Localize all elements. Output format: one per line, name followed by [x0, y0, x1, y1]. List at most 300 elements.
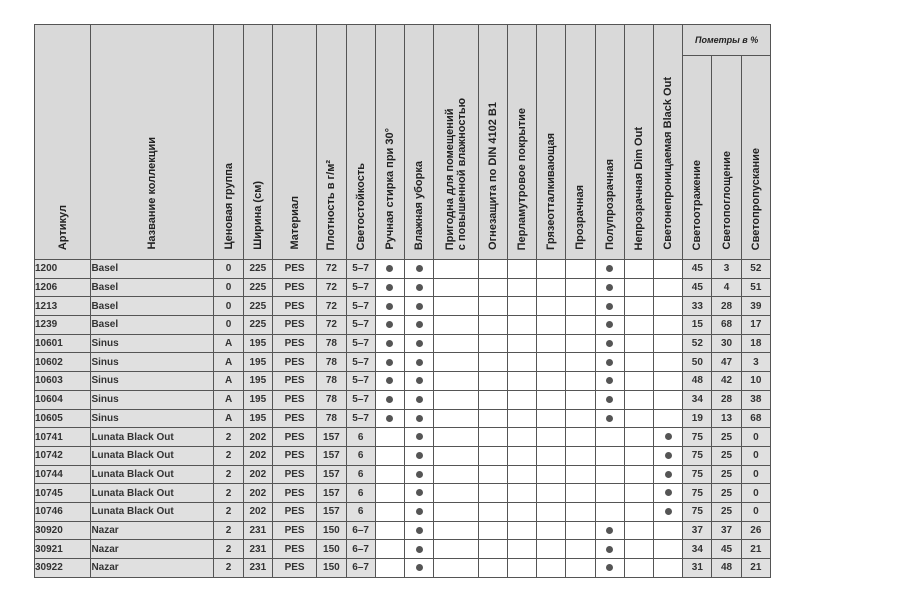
cell-width: 195 [243, 334, 272, 353]
cell-abs: 28 [712, 390, 741, 409]
cell-semi [595, 484, 624, 503]
cell-article: 30921 [35, 540, 91, 559]
cell-dim [624, 390, 653, 409]
cell-humid [434, 484, 478, 503]
cell-group: 2 [214, 428, 243, 447]
cell-name: Lunata Black Out [91, 446, 214, 465]
table-row [35, 521, 771, 540]
cell-transp [566, 446, 595, 465]
bullet-icon [386, 284, 393, 291]
cell-density: 157 [317, 502, 346, 521]
cell-width: 202 [243, 502, 272, 521]
bullet-icon [606, 415, 613, 422]
bullet-icon [606, 265, 613, 272]
cell-material: PES [272, 278, 316, 297]
cell-group: 2 [214, 446, 243, 465]
table-row [35, 465, 771, 484]
cell-trans: 21 [741, 540, 770, 559]
cell-width: 195 [243, 372, 272, 391]
header-dimout: Непрозрачная Dim Out [624, 25, 653, 260]
cell-wet [404, 316, 433, 335]
cell-group: 0 [214, 260, 243, 279]
cell-trans: 18 [741, 334, 770, 353]
cell-density: 72 [317, 316, 346, 335]
cell-fire [478, 409, 507, 428]
cell-pearl [507, 372, 536, 391]
cell-humid [434, 278, 478, 297]
cell-name: Nazar [91, 540, 214, 559]
cell-refl: 50 [683, 353, 712, 372]
cell-wash [375, 297, 404, 316]
cell-black [653, 540, 682, 559]
cell-pearl [507, 502, 536, 521]
cell-density: 78 [317, 334, 346, 353]
cell-black [653, 502, 682, 521]
cell-name: Basel [91, 297, 214, 316]
cell-wet [404, 540, 433, 559]
cell-fastness: 5–7 [346, 260, 375, 279]
cell-trans: 17 [741, 316, 770, 335]
bullet-icon [386, 303, 393, 310]
cell-fire [478, 353, 507, 372]
cell-semi [595, 372, 624, 391]
bullet-icon [416, 396, 423, 403]
bullet-icon [606, 396, 613, 403]
cell-transp [566, 334, 595, 353]
cell-trans: 52 [741, 260, 770, 279]
cell-transp [566, 502, 595, 521]
cell-semi [595, 409, 624, 428]
cell-fire [478, 428, 507, 447]
cell-humid [434, 446, 478, 465]
cell-density: 157 [317, 446, 346, 465]
cell-fastness: 5–7 [346, 334, 375, 353]
cell-semi [595, 353, 624, 372]
cell-abs: 13 [712, 409, 741, 428]
header-collection: Название коллекции [91, 25, 214, 260]
cell-dirt [537, 521, 566, 540]
cell-fire [478, 446, 507, 465]
cell-density: 150 [317, 521, 346, 540]
cell-humid [434, 316, 478, 335]
header-hand-wash: Ручная стирка при 30° [375, 25, 404, 260]
cell-name: Sinus [91, 372, 214, 391]
cell-density: 157 [317, 428, 346, 447]
cell-name: Lunata Black Out [91, 428, 214, 447]
table-row [35, 353, 771, 372]
cell-refl: 75 [683, 502, 712, 521]
cell-dirt [537, 540, 566, 559]
cell-fastness: 5–7 [346, 278, 375, 297]
cell-article: 1200 [35, 260, 91, 279]
cell-abs: 25 [712, 465, 741, 484]
cell-material: PES [272, 353, 316, 372]
cell-name: Sinus [91, 334, 214, 353]
cell-black [653, 316, 682, 335]
cell-black [653, 446, 682, 465]
cell-abs: 68 [712, 316, 741, 335]
cell-material: PES [272, 260, 316, 279]
bullet-icon [416, 303, 423, 310]
cell-wet [404, 521, 433, 540]
bullet-icon [416, 340, 423, 347]
cell-fire [478, 540, 507, 559]
cell-fastness: 6–7 [346, 559, 375, 578]
cell-wash [375, 540, 404, 559]
cell-material: PES [272, 409, 316, 428]
cell-dirt [537, 260, 566, 279]
cell-wet [404, 465, 433, 484]
cell-semi [595, 465, 624, 484]
cell-name: Lunata Black Out [91, 502, 214, 521]
cell-abs: 37 [712, 521, 741, 540]
bullet-icon [606, 564, 613, 571]
cell-width: 195 [243, 409, 272, 428]
cell-group: 2 [214, 465, 243, 484]
cell-abs: 42 [712, 372, 741, 391]
cell-article: 10746 [35, 502, 91, 521]
cell-dirt [537, 353, 566, 372]
cell-wash [375, 409, 404, 428]
cell-material: PES [272, 521, 316, 540]
cell-black [653, 353, 682, 372]
cell-material: PES [272, 446, 316, 465]
cell-semi [595, 390, 624, 409]
table-row [35, 502, 771, 521]
cell-pearl [507, 521, 536, 540]
cell-article: 1213 [35, 297, 91, 316]
cell-trans: 21 [741, 559, 770, 578]
cell-refl: 75 [683, 446, 712, 465]
cell-trans: 26 [741, 521, 770, 540]
bullet-icon [416, 564, 423, 571]
cell-black [653, 260, 682, 279]
cell-transp [566, 540, 595, 559]
cell-wash [375, 353, 404, 372]
cell-wet [404, 260, 433, 279]
cell-dirt [537, 297, 566, 316]
cell-name: Sinus [91, 390, 214, 409]
cell-semi [595, 278, 624, 297]
table-row [35, 334, 771, 353]
cell-fire [478, 278, 507, 297]
cell-transp [566, 278, 595, 297]
cell-humid [434, 502, 478, 521]
cell-width: 225 [243, 278, 272, 297]
cell-material: PES [272, 465, 316, 484]
cell-transp [566, 559, 595, 578]
cell-transp [566, 353, 595, 372]
cell-fastness: 6 [346, 484, 375, 503]
cell-width: 202 [243, 428, 272, 447]
cell-material: PES [272, 540, 316, 559]
cell-dim [624, 316, 653, 335]
bullet-icon [665, 433, 672, 440]
cell-name: Nazar [91, 559, 214, 578]
cell-wet [404, 409, 433, 428]
cell-humid [434, 260, 478, 279]
cell-group: 2 [214, 502, 243, 521]
bullet-icon [665, 508, 672, 515]
cell-dim [624, 297, 653, 316]
bullet-icon [416, 471, 423, 478]
cell-black [653, 559, 682, 578]
table-body [35, 260, 771, 578]
cell-article: 10604 [35, 390, 91, 409]
cell-width: 225 [243, 260, 272, 279]
cell-pearl [507, 540, 536, 559]
cell-semi [595, 446, 624, 465]
cell-fastness: 5–7 [346, 297, 375, 316]
cell-group: 0 [214, 316, 243, 335]
cell-fire [478, 465, 507, 484]
cell-transp [566, 465, 595, 484]
header-material: Материал [272, 25, 316, 260]
table-row [35, 372, 771, 391]
cell-article: 1206 [35, 278, 91, 297]
cell-group: 0 [214, 297, 243, 316]
cell-density: 72 [317, 278, 346, 297]
bullet-icon [386, 396, 393, 403]
cell-semi [595, 540, 624, 559]
bullet-icon [606, 284, 613, 291]
cell-fire [478, 334, 507, 353]
bullet-icon [665, 489, 672, 496]
cell-group: 2 [214, 559, 243, 578]
cell-black [653, 465, 682, 484]
cell-fastness: 5–7 [346, 316, 375, 335]
cell-transp [566, 484, 595, 503]
cell-width: 231 [243, 559, 272, 578]
cell-name: Lunata Black Out [91, 465, 214, 484]
header-pearl: Перламутровое покрытие [507, 25, 536, 260]
cell-density: 150 [317, 559, 346, 578]
cell-black [653, 297, 682, 316]
bullet-icon [416, 546, 423, 553]
cell-fastness: 6–7 [346, 540, 375, 559]
cell-humid [434, 521, 478, 540]
cell-density: 78 [317, 390, 346, 409]
cell-trans: 68 [741, 409, 770, 428]
cell-group: 2 [214, 521, 243, 540]
cell-wet [404, 484, 433, 503]
cell-wet [404, 390, 433, 409]
bullet-icon [416, 415, 423, 422]
bullet-icon [606, 359, 613, 366]
cell-fastness: 6 [346, 428, 375, 447]
bullet-icon [416, 359, 423, 366]
table-row [35, 278, 771, 297]
cell-wash [375, 390, 404, 409]
cell-refl: 75 [683, 465, 712, 484]
cell-refl: 75 [683, 428, 712, 447]
cell-humid [434, 372, 478, 391]
cell-width: 225 [243, 316, 272, 335]
cell-pearl [507, 316, 536, 335]
cell-fire [478, 372, 507, 391]
cell-material: PES [272, 484, 316, 503]
cell-black [653, 521, 682, 540]
cell-wet [404, 428, 433, 447]
cell-semi [595, 260, 624, 279]
cell-wash [375, 260, 404, 279]
cell-humid [434, 297, 478, 316]
header-lightfastness: Светостойкость [346, 25, 375, 260]
cell-trans: 0 [741, 484, 770, 503]
cell-transp [566, 372, 595, 391]
table-row [35, 446, 771, 465]
cell-humid [434, 334, 478, 353]
cell-material: PES [272, 372, 316, 391]
header-price-group: Ценовая группа [214, 25, 243, 260]
cell-dim [624, 260, 653, 279]
cell-dim [624, 428, 653, 447]
cell-wash [375, 521, 404, 540]
cell-width: 202 [243, 446, 272, 465]
cell-abs: 25 [712, 502, 741, 521]
cell-dim [624, 334, 653, 353]
cell-trans: 51 [741, 278, 770, 297]
cell-dim [624, 502, 653, 521]
table-row [35, 559, 771, 578]
cell-transp [566, 390, 595, 409]
cell-transp [566, 260, 595, 279]
cell-wash [375, 372, 404, 391]
cell-dirt [537, 484, 566, 503]
cell-group: A [214, 390, 243, 409]
cell-wash [375, 446, 404, 465]
cell-humid [434, 409, 478, 428]
cell-wash [375, 484, 404, 503]
cell-group: A [214, 334, 243, 353]
cell-wash [375, 559, 404, 578]
cell-trans: 39 [741, 297, 770, 316]
table-row [35, 260, 771, 279]
header-density: Плотность в г/м² [317, 25, 346, 260]
cell-density: 150 [317, 540, 346, 559]
bullet-icon [665, 471, 672, 478]
cell-pearl [507, 446, 536, 465]
cell-density: 72 [317, 260, 346, 279]
cell-pearl [507, 465, 536, 484]
cell-width: 225 [243, 297, 272, 316]
bullet-icon [386, 321, 393, 328]
cell-dim [624, 559, 653, 578]
table-row [35, 316, 771, 335]
cell-humid [434, 540, 478, 559]
cell-fire [478, 502, 507, 521]
cell-abs: 25 [712, 484, 741, 503]
cell-fire [478, 260, 507, 279]
header-absorption: Светопоглощение [712, 56, 741, 260]
cell-black [653, 409, 682, 428]
header-blackout: Светонепроницаемая Black Out [653, 25, 682, 260]
cell-dim [624, 409, 653, 428]
cell-pearl [507, 428, 536, 447]
cell-width: 231 [243, 521, 272, 540]
cell-refl: 45 [683, 260, 712, 279]
cell-abs: 25 [712, 446, 741, 465]
cell-semi [595, 316, 624, 335]
header-semi-transparent: Полупрозрачная [595, 25, 624, 260]
cell-refl: 31 [683, 559, 712, 578]
header-article: Артикул [35, 25, 91, 260]
cell-fastness: 6–7 [346, 521, 375, 540]
cell-wash [375, 465, 404, 484]
header-dirt-repellent: Грязеотталкивающая [537, 25, 566, 260]
bullet-icon [606, 321, 613, 328]
cell-article: 10605 [35, 409, 91, 428]
cell-black [653, 390, 682, 409]
cell-dim [624, 353, 653, 372]
cell-wash [375, 502, 404, 521]
cell-fire [478, 484, 507, 503]
cell-trans: 0 [741, 465, 770, 484]
cell-name: Sinus [91, 353, 214, 372]
cell-article: 1239 [35, 316, 91, 335]
cell-pearl [507, 297, 536, 316]
cell-width: 202 [243, 484, 272, 503]
header-transparent: Прозрачная [566, 25, 595, 260]
cell-refl: 34 [683, 540, 712, 559]
bullet-icon [416, 377, 423, 384]
cell-wet [404, 372, 433, 391]
cell-trans: 38 [741, 390, 770, 409]
cell-trans: 0 [741, 502, 770, 521]
cell-abs: 25 [712, 428, 741, 447]
bullet-icon [606, 303, 613, 310]
cell-pearl [507, 484, 536, 503]
cell-article: 30920 [35, 521, 91, 540]
cell-dirt [537, 372, 566, 391]
cell-group: A [214, 353, 243, 372]
cell-fastness: 6 [346, 502, 375, 521]
header-fire: Огнезащита по DIN 4102 B1 [478, 25, 507, 260]
cell-abs: 28 [712, 297, 741, 316]
cell-humid [434, 353, 478, 372]
bullet-icon [606, 377, 613, 384]
cell-transp [566, 297, 595, 316]
cell-dirt [537, 334, 566, 353]
bullet-icon [386, 340, 393, 347]
cell-fastness: 5–7 [346, 409, 375, 428]
bullet-icon [606, 527, 613, 534]
cell-wet [404, 446, 433, 465]
cell-refl: 45 [683, 278, 712, 297]
header-params-group: Пометры в % [683, 25, 771, 56]
bullet-icon [416, 433, 423, 440]
cell-fastness: 5–7 [346, 390, 375, 409]
cell-humid [434, 390, 478, 409]
cell-transp [566, 428, 595, 447]
table-row [35, 540, 771, 559]
cell-trans: 3 [741, 353, 770, 372]
cell-name: Nazar [91, 521, 214, 540]
cell-group: A [214, 409, 243, 428]
cell-transp [566, 521, 595, 540]
cell-name: Basel [91, 260, 214, 279]
cell-pearl [507, 278, 536, 297]
cell-article: 10603 [35, 372, 91, 391]
cell-abs: 48 [712, 559, 741, 578]
cell-wet [404, 297, 433, 316]
cell-refl: 34 [683, 390, 712, 409]
cell-abs: 45 [712, 540, 741, 559]
cell-humid [434, 465, 478, 484]
cell-width: 231 [243, 540, 272, 559]
cell-wash [375, 428, 404, 447]
cell-name: Basel [91, 316, 214, 335]
